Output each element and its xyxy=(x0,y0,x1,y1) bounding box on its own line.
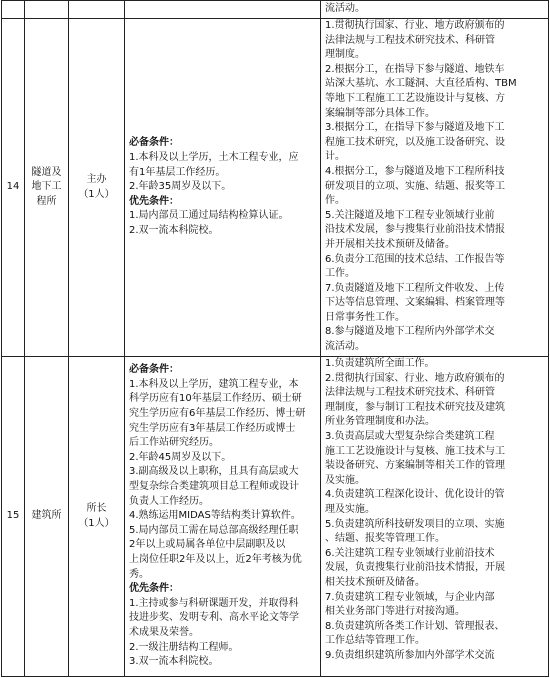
requirement-line: 究生学历应有3年基层工作经历或博士 xyxy=(129,422,296,434)
duty-line: 理制度，参与制订工程技术研究技及建筑 xyxy=(325,401,505,413)
requirement-line: 3.副高级及以上职称，且具有高层或大 xyxy=(129,466,299,478)
duty-line: 2.贯彻执行国家、行业、地方政府颁布的 xyxy=(325,372,505,384)
row-number: 15 xyxy=(2,357,25,677)
requirement-line: 上岗位任职2年及以上，近2年考核为优 xyxy=(129,553,302,565)
duty-line: 1.贯彻执行国家、行业、地方政府颁布的 xyxy=(325,20,505,31)
requirements-list xyxy=(129,363,317,669)
requirement-line: 负责人工作经历。 xyxy=(129,495,209,507)
requirement-line: 1.局内部员工通过局结构检算认证。 xyxy=(129,210,289,222)
requirement-line: 后工作站研究经历。 xyxy=(129,437,219,449)
requirements-list xyxy=(129,136,317,238)
duty-line: 作。 xyxy=(325,195,345,207)
requirement-line: 有1年基层工作经历。 xyxy=(129,166,226,178)
requirement-line: 秀。 xyxy=(129,568,149,580)
requirement-line: 2.双一流本科院校。 xyxy=(129,224,219,236)
duty-line: 5.负责建筑所科技研发项目的立项、实施 xyxy=(325,518,505,530)
requirement-line: 4.熟练运用MIDAS等结构类计算软件。 xyxy=(129,510,301,522)
duty-line: 研发项目的立项、实施、结题、报奖等工 xyxy=(325,180,505,192)
duty-line: 计。 xyxy=(325,151,345,163)
requirement-line: 技进步奖、发明专利、高水平论文等学 xyxy=(129,612,299,624)
requirement-line: 3.双一流本科院校。 xyxy=(129,656,219,668)
requirement-line: 2年以上或局属各单位中层副职及以 xyxy=(129,539,286,551)
position-title: 所长 xyxy=(86,502,107,514)
duty-line: 装设备研究、方案编制等相关工作的管理 xyxy=(325,460,505,472)
duty-line: 及实施。 xyxy=(325,474,365,486)
duty-line: 日常事务性工作。 xyxy=(325,311,405,323)
requirement-line: 2.年龄45周岁及以下。 xyxy=(129,451,232,463)
requirement-heading: 优先条件： xyxy=(129,583,179,595)
duty-line: 施工工艺设施设计与复核、施工技术与工 xyxy=(325,445,505,457)
duty-line: 站深大基坑、水工隧洞、大直径盾构、TBM xyxy=(325,78,517,90)
department-cell xyxy=(25,357,69,677)
duties-list xyxy=(325,357,545,663)
requirement-line: 1.主持或参与科研课题开发，并取得科 xyxy=(129,597,299,609)
duty-line: 程施工技术研究，以及施工设备研究、设 xyxy=(325,136,505,148)
top-fragment-cell xyxy=(321,1,549,19)
duty-line: 4.负责建筑工程深化设计、优化设计的管 xyxy=(325,489,505,501)
requirement-line: 1.本科及以上学历，建筑工程专业，本 xyxy=(129,378,299,390)
headcount: （1人） xyxy=(78,188,115,200)
requirement-heading: 优先条件： xyxy=(129,195,179,207)
duty-line: 工作总结等管理工作。 xyxy=(325,635,425,647)
job-table xyxy=(1,0,549,677)
duty-line: 6.关注建筑工程专业领域行业前沿技术 xyxy=(325,547,495,559)
duty-line: 7.负责隧道及地下工程所文件收发、上传 xyxy=(325,282,505,294)
duty-line: 法律法规与工程技术研究技术、科研管 xyxy=(325,387,495,399)
duty-line: 9.负责组织建筑所参加内外部学术交流 xyxy=(325,649,495,661)
top-empty-title xyxy=(69,1,125,19)
requirement-line: 5.局内部员工需在局总部高级经理任职 xyxy=(129,524,299,536)
duty-line: 5.关注隧道及地下工程专业领域行业前 xyxy=(325,209,495,221)
duty-line: 案编制等部分具体工作。 xyxy=(325,107,435,119)
duty-line: 2.根据分工，在指导下参与隧道、地铁车 xyxy=(325,63,505,75)
duty-line: 沿技术发展，参与搜集行业前沿技术情报 xyxy=(325,224,505,236)
duty-line: 理制度。 xyxy=(325,49,365,61)
duty-line: 4.根据分工，参与隧道及地下工程所科技 xyxy=(325,165,505,177)
requirements-cell xyxy=(125,19,321,357)
requirement-heading: 必备条件： xyxy=(129,364,179,376)
duty-line: 并开展相关技术预研及储备。 xyxy=(325,238,455,250)
requirement-line: 2.年龄35周岁及以下。 xyxy=(129,181,232,193)
duty-line: 7.负责建筑工程专业领域，与企业内部 xyxy=(325,591,495,603)
table-row xyxy=(2,19,549,357)
duty-line: 6.负责分工范围的技术总结、工作报告等 xyxy=(325,253,505,265)
duty-line: 、结题、报奖等管理工作。 xyxy=(325,533,445,545)
duty-line: 8.负责建筑所各类工作计划、管理报表、 xyxy=(325,620,505,632)
duty-line: 8.参与隧道及地下工程所内外部学术交 xyxy=(325,326,495,338)
duty-line: 所业务管理制度和办法。 xyxy=(325,416,435,428)
department-line: 地下工 xyxy=(31,181,62,193)
duty-line: 下达等信息管理、文案编辑、档案管理等 xyxy=(325,297,505,309)
requirement-line: 科学历应有10年基层工作经历、硕士研 xyxy=(129,393,302,405)
department-cell xyxy=(25,19,69,357)
duty-line: 3.负责高层或大型复杂综合类建筑工程 xyxy=(325,430,495,442)
duty-line: 相关技术预研及储备。 xyxy=(325,576,425,588)
requirements-cell xyxy=(125,357,321,677)
duties-list xyxy=(325,19,545,355)
requirement-line: 型复杂综合类建筑项目总工程师或设计 xyxy=(129,481,299,493)
top-empty-req xyxy=(125,1,321,19)
duty-line: 理及实施。 xyxy=(325,503,375,515)
department-line: 隧道及 xyxy=(31,166,62,178)
position-cell xyxy=(69,19,125,357)
top-fragment-row xyxy=(2,1,549,19)
duty-line: 等地下工程施工工艺设施设计与复核、方 xyxy=(325,92,505,104)
duty-line: 法律法规与工程技术研究技术、科研管 xyxy=(325,34,495,46)
department-line: 建筑所 xyxy=(31,510,62,522)
requirement-line: 1.本科及以上学历，土木工程专业，应 xyxy=(129,152,299,164)
duties-cell xyxy=(321,357,549,677)
department-line: 程所 xyxy=(36,195,57,207)
requirement-line: 术成果及荣誉。 xyxy=(129,626,199,638)
duty-line: 流活动。 xyxy=(325,341,365,353)
top-empty-dept xyxy=(25,1,69,19)
duty-line: 工作。 xyxy=(325,268,355,280)
table-row xyxy=(2,357,549,677)
duty-line: 发展，负责搜集行业前沿技术情报，开展 xyxy=(325,562,505,574)
position-title: 主办 xyxy=(86,173,107,185)
headcount: （1人） xyxy=(78,517,115,529)
duty-line: 1.负责建筑所全面工作。 xyxy=(325,358,435,369)
duty-line: 相关业务部门等进行对接沟通。 xyxy=(325,606,465,618)
duty-line: 3.根据分工，在指导下参与隧道及地下工 xyxy=(325,122,505,134)
requirement-line: 2.一级注册结构工程师。 xyxy=(129,641,239,653)
requirement-heading: 必备条件： xyxy=(129,137,179,149)
top-empty-no xyxy=(2,1,25,19)
row-number: 14 xyxy=(2,19,25,357)
top-fragment-text: 流活动。 xyxy=(325,3,365,15)
duties-cell xyxy=(321,19,549,357)
requirement-line: 究生学历应有6年基层工作经历、博士研 xyxy=(129,408,306,420)
position-cell xyxy=(69,357,125,677)
